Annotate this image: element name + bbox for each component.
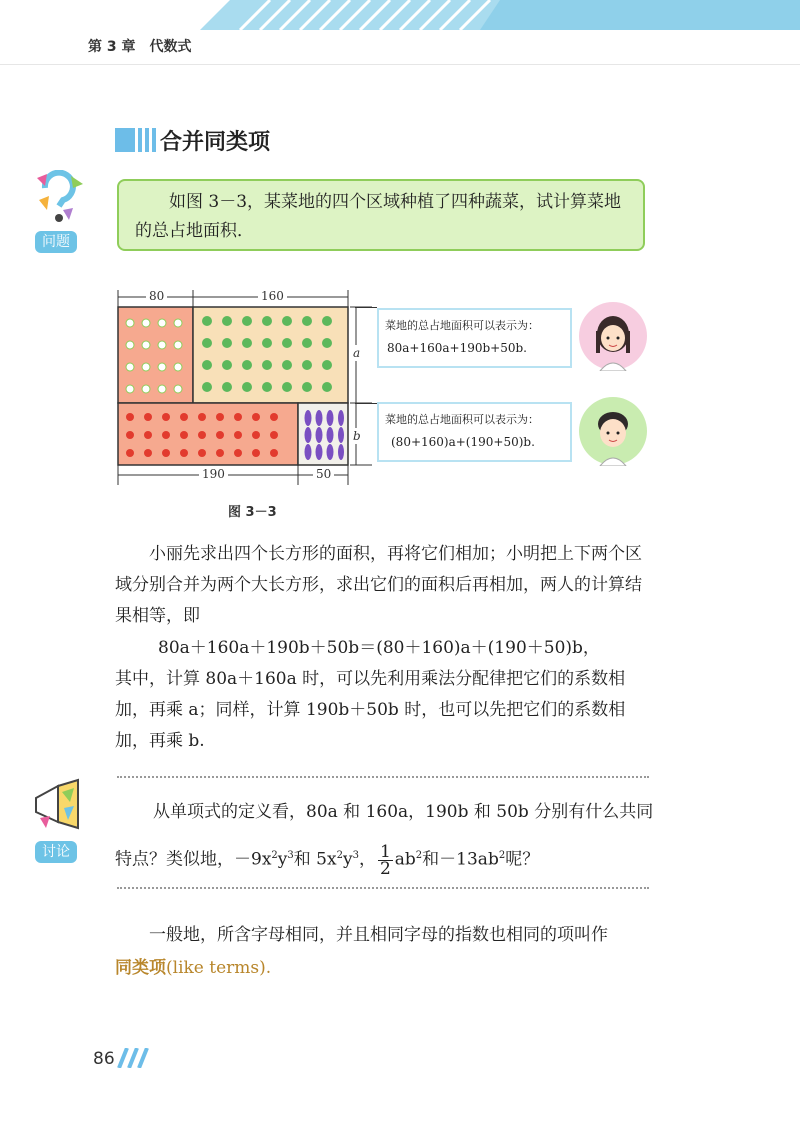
definition-line: 一般地，所含字母相同，并且相同字母的指数也相同的项叫作 [149, 925, 608, 945]
bubble2-line2: (80+160)a+(190+50)b. [391, 435, 535, 449]
section-marker-icon [115, 128, 156, 152]
disc-part-g: 和－13ab [422, 849, 499, 870]
disc-sup-c: 2 [336, 850, 343, 861]
disc-part-a: 特点？类似地，－9x [115, 849, 272, 870]
discussion-line-1-text: 从单项式的定义看，80a 和 160a，190b 和 50b 分别有什么共同 [153, 802, 654, 822]
problem-text: 如图 3－3，某菜地的四个区域种植了四种蔬菜，试计算菜地的总占地面积． [135, 192, 622, 241]
header-stripe [0, 0, 800, 30]
bubble1-line2: 80a+160a+190b+50b. [387, 341, 527, 355]
discussion-tag: 讨论 [35, 841, 77, 863]
disc-part-f: ab [394, 849, 416, 870]
chapter-title: 第 3 章 代数式 [88, 39, 192, 55]
disc-part-c: 和 5x [293, 849, 337, 870]
question-icon [33, 170, 85, 226]
dim-b: b [353, 429, 361, 443]
boy-avatar [578, 396, 648, 466]
section-title: 合并同类项 [160, 130, 271, 155]
page-number: 86 [93, 1049, 115, 1069]
bubble1-line1: 菜地的总占地面积可以表示为： [385, 319, 539, 332]
page-stripes-icon [117, 1048, 151, 1068]
disc-sup-g: 2 [498, 850, 506, 861]
paragraph-1: 小丽先求出四个长方形的面积，再将它们相加；小明把上下两个区域分别合并为两个大长方形，求出它们的面积后再相加，两人的计算结果相等，即 [115, 544, 642, 626]
disc-sup-a: 2 [271, 850, 278, 861]
paragraph-2: 其中，计算 80a＋160a 时，可以先利用乘法分配律把它们的系数相加，再乘 a；同样，计算 190b＋50b 时，也可以先把它们的系数相加，再乘 b. [115, 669, 626, 751]
dim-190: 190 [199, 467, 228, 481]
dim-a: a [353, 346, 361, 360]
problem-tag: 问题 [35, 231, 77, 253]
disc-part-h: 呢？ [505, 849, 540, 870]
discussion-bottom-divider [117, 887, 649, 889]
fraction [378, 841, 393, 879]
term-english: (like terms). [166, 958, 272, 978]
dim-80: 80 [146, 289, 167, 303]
frac-den: 2 [379, 858, 391, 879]
dim-160: 160 [258, 289, 287, 303]
equation: 80a＋160a＋190b＋50b＝(80＋160)a＋(190＋50)b， [158, 638, 600, 658]
disc-part-d: y [342, 849, 353, 870]
disc-part-e: ， [358, 849, 376, 870]
disc-sup-f: 2 [415, 850, 423, 861]
discussion-line-2 [115, 840, 539, 877]
bubble2-line1: 菜地的总占地面积可以表示为： [385, 413, 539, 426]
megaphone-icon [28, 778, 84, 834]
disc-sup-d: 3 [352, 850, 359, 861]
discussion-line-1 [153, 797, 653, 828]
term-like-terms: 同类项 [115, 958, 166, 978]
frac-num: 1 [379, 841, 391, 862]
girl-avatar [578, 301, 648, 371]
definition-term-line [115, 953, 271, 984]
disc-sup-b: 3 [287, 850, 294, 861]
connector-bottom [355, 403, 377, 404]
header-divider [0, 64, 800, 65]
discussion-top-divider [117, 776, 649, 778]
garden-diagram [110, 285, 380, 490]
disc-part-b: y [277, 849, 288, 870]
dim-50: 50 [313, 467, 334, 481]
connector-top [355, 307, 377, 308]
figure-caption: 图 3－3 [228, 505, 277, 520]
